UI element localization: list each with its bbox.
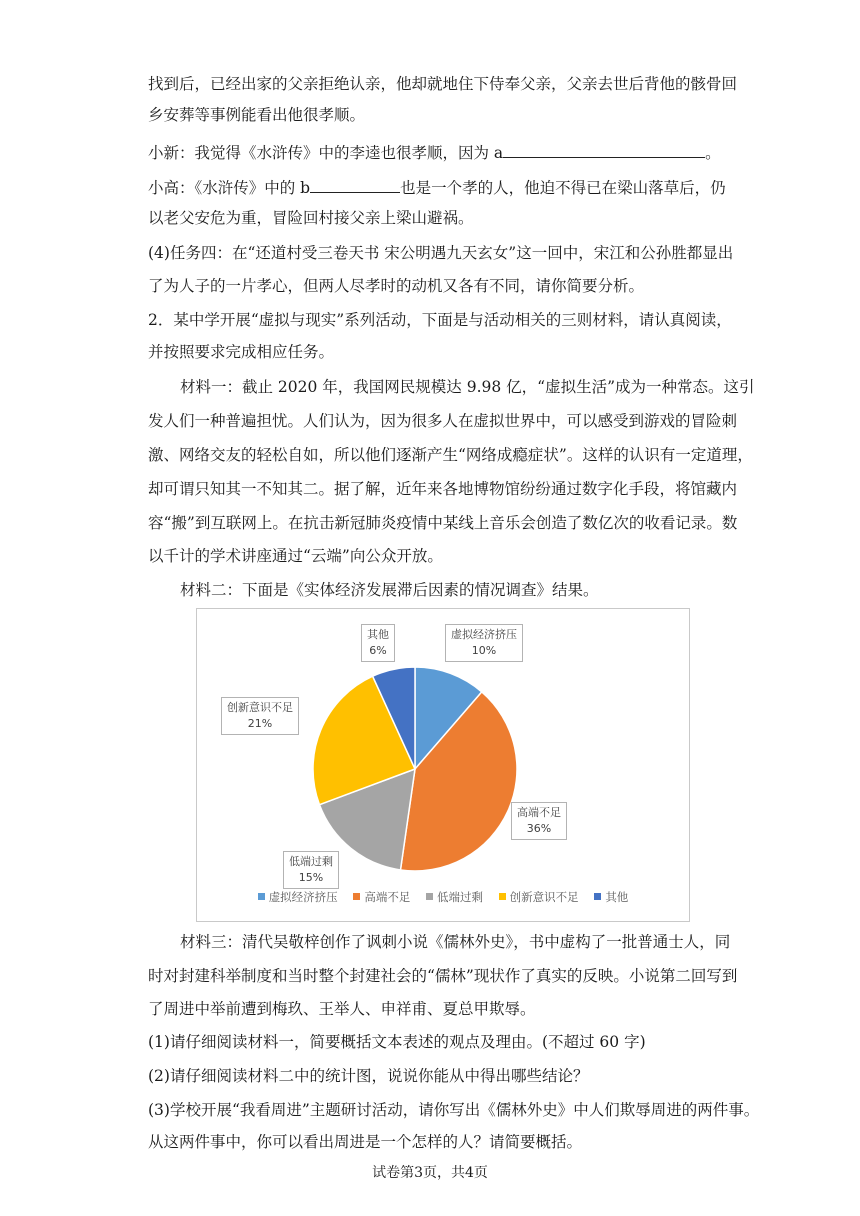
material-1-line-3: 激、网络交友的轻松自如，所以他们逐渐产生“网络成瘾症状”。这样的认识有一定道理， [148,446,753,464]
callout-other-value: 6% [369,644,387,657]
callout-high-end-value: 36% [526,822,552,835]
callout-virtual-economy-value: 10% [471,644,497,657]
material-3-line-2: 时对封建科举制度和当时整个封建社会的“儒林”现状作了真实的反映。小说第二回写到 [148,967,738,985]
legend-label-4: 其他 [605,890,629,904]
subquestion-3-line-1: (3)学校开展“我看周进”主题研讨活动，请你写出《儒林外史》中人们欺辱周进的两件事。 [148,1101,760,1119]
text-line-4-b: 也是一个孝的人，他迫不得已在梁山落草后，仍 [400,179,726,197]
material-3-line-1: 材料三：清代吴敬梓创作了讽刺小说《儒林外史》，书中虚构了一批普通士人，同 [180,933,731,951]
text-line-3-b: 。 [705,144,721,162]
legend-label-3: 创新意识不足 [509,890,579,904]
text-line-4-a: 小高：《水浒传》中的 b [148,179,311,197]
callout-low-end-value: 15% [298,871,324,884]
callout-low-end-name: 低端过剩 [289,855,333,868]
legend-label-1: 高端不足 [364,890,411,904]
legend-item-other [594,889,628,905]
task-4-line-2: 了为人子的一片孝心，但两人尽孝时的动机又各有不同，请你简要分析。 [148,277,645,295]
text-line-5: 以老父安危为重，冒险回村接父亲上梁山避祸。 [148,209,474,227]
legend-item-low-end [426,889,483,905]
material-1-line-2: 发人们一种普遍担忧。人们认为，因为很多人在虚拟世界中，可以感受到游戏的冒险刺 [148,412,738,430]
legend-item-virtual-economy [258,889,338,905]
legend-swatch-2 [426,893,433,900]
callout-high-end-name: 高端不足 [517,806,561,819]
material-1-line-4: 却可谓只知其一不知其二。据了解，近年来各地博物馆纷纷通过数字化手段，将馆藏内 [148,480,738,498]
callout-virtual-economy [445,624,523,662]
text-line-1: 找到后，已经出家的父亲拒绝认亲，他却就地住下侍奉父亲，父亲去世后背他的骸骨回 [148,75,738,93]
material-1-line-5: 容“搬”到互联网上。在抗击新冠肺炎疫情中某线上音乐会创造了数亿次的收看记录。数 [148,514,738,532]
callout-innovation [221,697,299,735]
legend-item-high-end [353,889,410,905]
legend-swatch-4 [594,893,601,900]
question-2-line-1: 2．某中学开展“虚拟与现实”系列活动，下面是与活动相关的三则材料，请认真阅读， [148,311,732,329]
question-2-line-2: 并按照要求完成相应任务。 [148,343,335,361]
material-3-line-3: 了周进中举前遭到梅玖、王举人、申祥甫、夏总甲欺辱。 [148,1000,536,1018]
legend-label-2: 低端过剩 [437,890,483,904]
pie-chart [196,608,690,922]
callout-low-end [283,851,339,889]
legend-swatch-1 [353,893,360,900]
text-line-4 [148,176,726,198]
subquestion-2: (2)请仔细阅读材料二中的统计图，说说你能从中得出哪些结论？ [148,1067,589,1085]
text-line-2: 乡安葬等事例能看出他很孝顺。 [148,106,366,124]
legend-item-innovation [499,889,579,905]
chart-legend [197,889,689,905]
legend-label-0: 虚拟经济挤压 [268,890,338,904]
task-4-line-1: (4)任务四：在“还道村受三卷天书 宋公明遇九天玄女”这一回中，宋江和公孙胜都显出 [148,244,734,262]
answer-blank-b[interactable] [310,176,400,193]
callout-innovation-name: 创新意识不足 [227,701,293,714]
pie-chart-svg [197,609,689,921]
callout-virtual-economy-name: 虚拟经济挤压 [451,628,517,641]
page-footer: 试卷第3页，共4页 [372,1165,488,1181]
legend-swatch-0 [258,893,265,900]
callout-innovation-value: 21% [247,717,273,730]
material-2-line: 材料二：下面是《实体经济发展滞后因素的情况调查》结果。 [180,581,599,599]
text-line-3-a: 小新：我觉得《水浒传》中的李逵也很孝顺，因为 a [148,144,504,162]
subquestion-3-line-2: 从这两件事中，你可以看出周进是一个怎样的人？请简要概括。 [148,1133,583,1151]
callout-other [361,624,395,662]
answer-blank-a[interactable] [503,141,705,158]
text-line-3 [148,141,721,163]
callout-other-name: 其他 [367,628,389,641]
subquestion-1: (1)请仔细阅读材料一，简要概括文本表述的观点及理由。(不超过 60 字) [148,1033,646,1051]
material-1-line-6: 以千计的学术讲座通过“云端”向公众开放。 [148,547,443,565]
legend-swatch-3 [499,893,506,900]
material-1-line-1: 材料一：截止 2020 年，我国网民规模达 9.98 亿，“虚拟生活”成为一种常态。这引 [180,378,755,396]
callout-high-end [511,802,567,840]
